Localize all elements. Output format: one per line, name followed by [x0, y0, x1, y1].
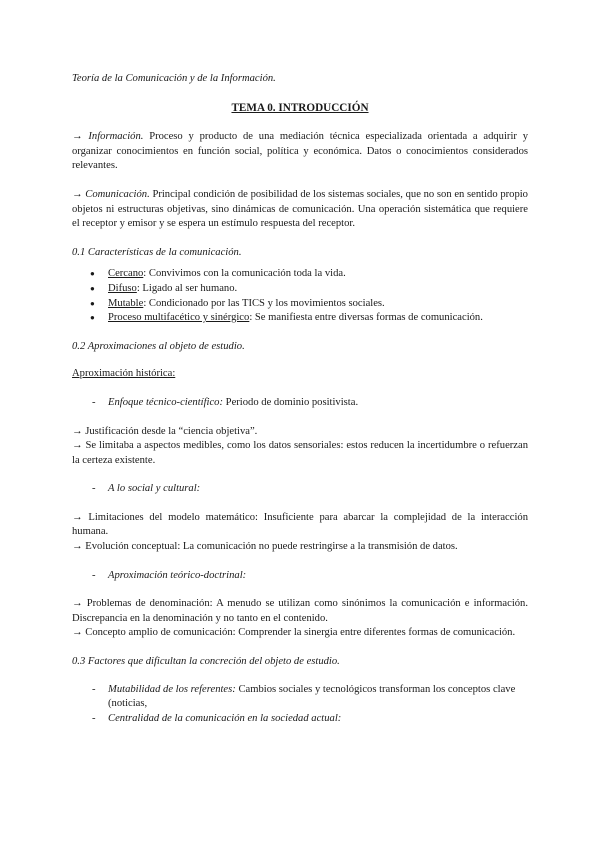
item-term: Enfoque técnico-científico:	[108, 396, 224, 408]
list-item	[72, 482, 528, 497]
arrow-icon: →	[72, 511, 83, 523]
list-item	[72, 396, 528, 411]
approach2-point: → Evolución conceptual: La comunicación no puede restringirse a la transmisión de datos.	[72, 541, 458, 553]
approach1-point: → Justificación desde la “ciencia objetiva”.	[72, 425, 258, 437]
arrow-icon: →	[72, 131, 83, 143]
characteristics-list	[72, 267, 528, 325]
item-text: Cambios sociales y tecnológicos transforman los conceptos clave (noticias,	[108, 683, 516, 710]
item-text: : Se manifiesta entre diversas formas de comunicación.	[249, 312, 483, 324]
arrow-icon: →	[72, 440, 83, 452]
list-item	[72, 311, 528, 326]
approach2-point: → Limitaciones del modelo matemático: Insuficiente para abarcar la complejidad de la interacción humana.	[72, 511, 528, 538]
list-item	[72, 267, 528, 282]
list-item	[72, 712, 528, 727]
item-text: : Convivimos con la comunicación toda la vida.	[143, 268, 346, 280]
item-term: A lo social y cultural:	[108, 483, 201, 495]
item-text: Periodo de dominio positivista.	[225, 396, 359, 408]
list-item	[72, 569, 528, 584]
page-title: TEMA 0. INTRODUCCIÓN	[231, 101, 369, 114]
section-heading-0-3: 0.3 Factores que dificultan la concreción del objeto de estudio.	[72, 656, 340, 668]
section-heading-0-2: 0.2 Aproximaciones al objeto de estudio.	[72, 340, 245, 352]
item-term: Difuso	[108, 282, 137, 294]
definition-text: Proceso y producto de una mediación técnica especializada orientada a adquirir y organizar conocimientos en función social, política y económica. Datos o conocimientos considerados relevantes.	[72, 131, 528, 172]
factors-list	[72, 683, 528, 727]
arrow-icon: →	[72, 627, 83, 639]
item-text: : Condicionado por las TICS y los movimientos sociales.	[143, 297, 385, 309]
item-term: Aproximación teórico-doctrinal:	[108, 569, 247, 581]
definition-text: Principal condición de posibilidad de los sistemas sociales, que no son en sentido propio objetos ni estructuras objetivas, sino dinámicas de comunicación. Una operación sistemática que requiere el receptor y emisor y se espera un estímulo respuesta del receptor.	[72, 188, 528, 230]
approach3-point: → Problemas de denominación: A menudo se utilizan como sinónimos la comunicación e información. Discrepancia en la denominación y no tanto en el contenido.	[72, 598, 529, 624]
definition-comunicacion	[72, 188, 528, 232]
approach-list-2	[72, 482, 528, 497]
item-term: Proceso multifacético y sinérgico	[108, 312, 250, 324]
definition-term: Información.	[88, 131, 144, 143]
approach3-point: → Concepto amplio de comunicación: Comprender la sinergia entre diferentes formas de comunicación.	[72, 627, 516, 639]
approach-list-1	[72, 396, 528, 411]
definition-informacion	[72, 130, 528, 174]
item-term: Centralidad de la comunicación en la sociedad actual:	[108, 712, 342, 724]
approach1-point: → Se limitaba a aspectos medibles, como los datos sensoriales: estos reducen la incertidumbre o refuerzan la certeza existente.	[72, 440, 528, 466]
arrow-icon: →	[72, 541, 83, 553]
approach-list-3	[72, 569, 528, 584]
section-heading-0-1: 0.1 Características de la comunicación.	[72, 246, 242, 258]
document-body	[72, 72, 528, 726]
list-item	[72, 683, 528, 712]
item-term: Cercano	[108, 268, 144, 280]
list-item	[72, 297, 528, 312]
arrow-icon: →	[72, 598, 83, 610]
item-term: Mutable	[108, 297, 144, 309]
item-term: Mutabilidad de los referentes:	[108, 683, 236, 695]
definition-term: Comunicación.	[85, 188, 150, 200]
document-subject: Teoría de la Comunicación y de la Información.	[72, 73, 276, 84]
arrow-icon: →	[72, 425, 83, 437]
subheading-aproximacion-historica: Aproximación histórica:	[72, 368, 176, 380]
item-text: : Ligado al ser humano.	[136, 282, 238, 294]
arrow-icon: →	[72, 188, 83, 200]
list-item	[72, 282, 528, 297]
